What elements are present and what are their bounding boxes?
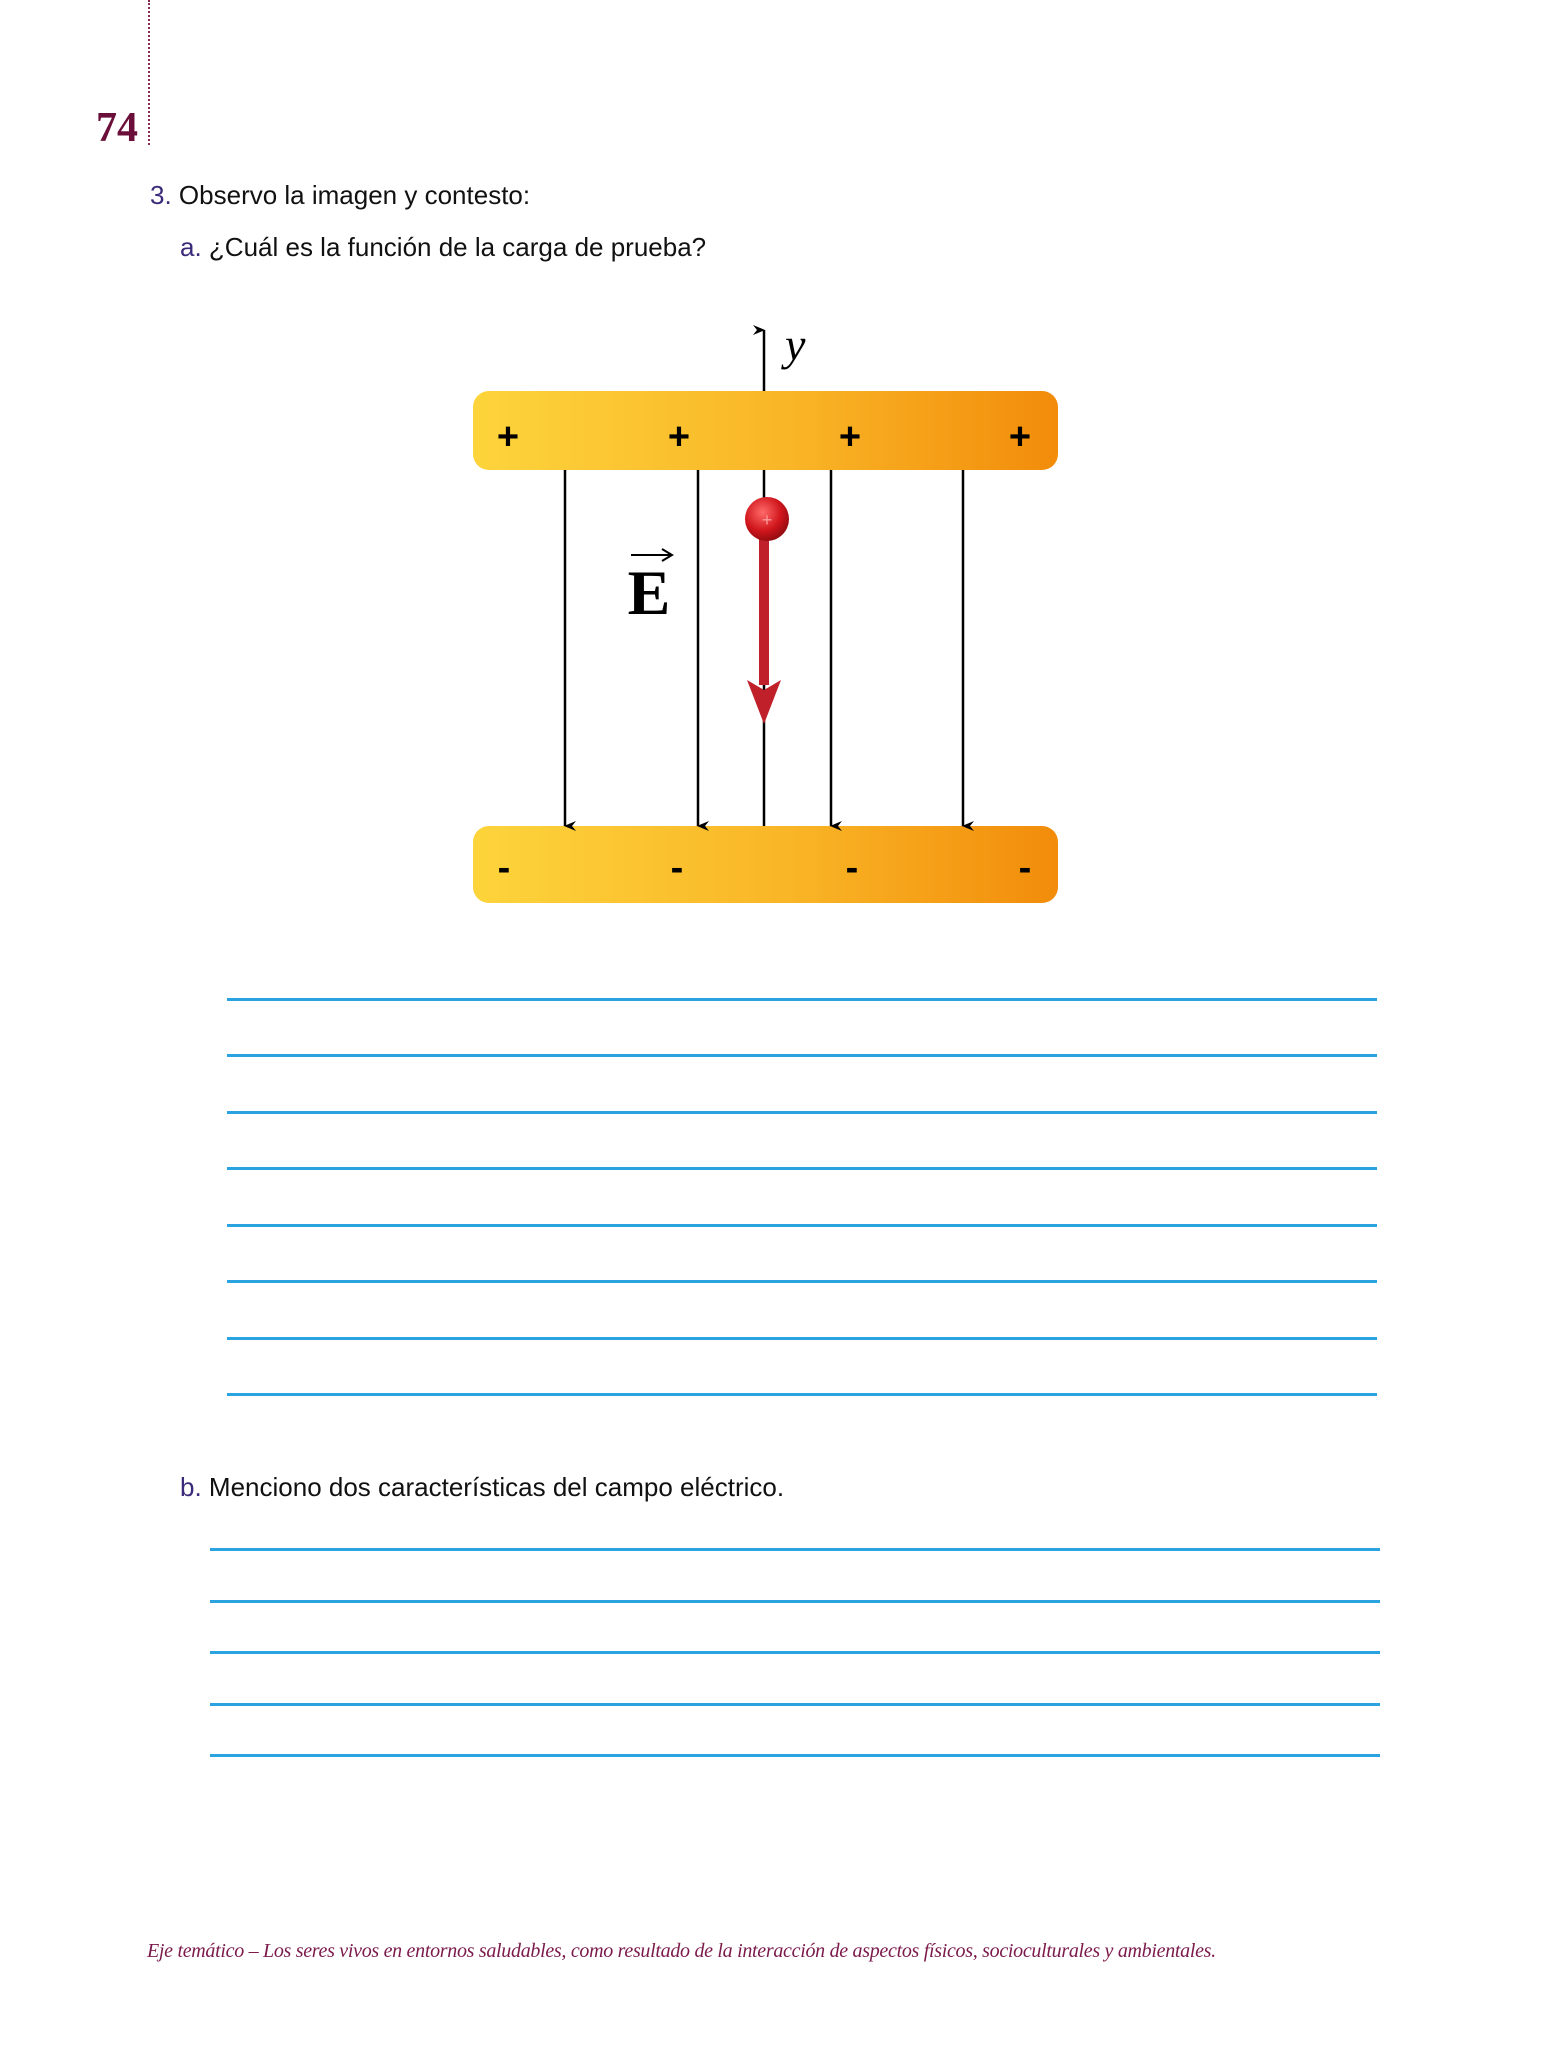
answer-line[interactable] bbox=[227, 1111, 1377, 1114]
answer-line[interactable] bbox=[227, 1224, 1377, 1227]
plus-sign: + bbox=[1008, 416, 1032, 458]
answer-line[interactable] bbox=[227, 1337, 1377, 1340]
answer-line[interactable] bbox=[210, 1651, 1380, 1654]
force-arrow bbox=[747, 535, 781, 724]
page-number: 74 bbox=[96, 105, 138, 151]
answer-line[interactable] bbox=[227, 1393, 1377, 1396]
minus-sign: - bbox=[1018, 847, 1032, 889]
part-a-letter: a. bbox=[180, 232, 202, 262]
answer-line[interactable] bbox=[227, 1054, 1377, 1057]
question-3b bbox=[180, 1472, 784, 1503]
test-charge-sign: + bbox=[761, 510, 773, 530]
y-axis-label: y bbox=[785, 319, 806, 370]
answer-line[interactable] bbox=[210, 1703, 1380, 1706]
answer-line[interactable] bbox=[227, 998, 1377, 1001]
electric-field-label bbox=[628, 549, 672, 628]
plus-sign: + bbox=[496, 416, 520, 458]
answer-line[interactable] bbox=[210, 1754, 1380, 1757]
positive-plate bbox=[473, 391, 1058, 470]
plus-sign: + bbox=[838, 416, 862, 458]
minus-sign: - bbox=[845, 847, 859, 889]
answer-line[interactable] bbox=[210, 1600, 1380, 1603]
part-b-text: Menciono dos características del campo eléctrico. bbox=[208, 1472, 785, 1502]
field-symbol: E bbox=[627, 557, 671, 628]
answer-line[interactable] bbox=[227, 1280, 1377, 1283]
electric-field-diagram bbox=[0, 0, 1564, 960]
question-number: 3. bbox=[150, 180, 172, 210]
answer-line[interactable] bbox=[227, 1167, 1377, 1170]
answer-line[interactable] bbox=[210, 1548, 1380, 1551]
minus-sign: - bbox=[497, 847, 511, 889]
negative-plate bbox=[473, 826, 1058, 903]
minus-sign: - bbox=[670, 847, 684, 889]
question-text: Observo la imagen y contesto: bbox=[178, 180, 531, 210]
part-b-letter: b. bbox=[180, 1472, 202, 1502]
part-a-text: ¿Cuál es la función de la carga de prueba? bbox=[208, 232, 707, 262]
footer-thematic-axis: Eje temático – Los seres vivos en entornos saludables, como resultado de la interacción de aspectos físicos, socioculturales y ambientales. bbox=[147, 1940, 1216, 1962]
plus-sign: + bbox=[667, 416, 691, 458]
